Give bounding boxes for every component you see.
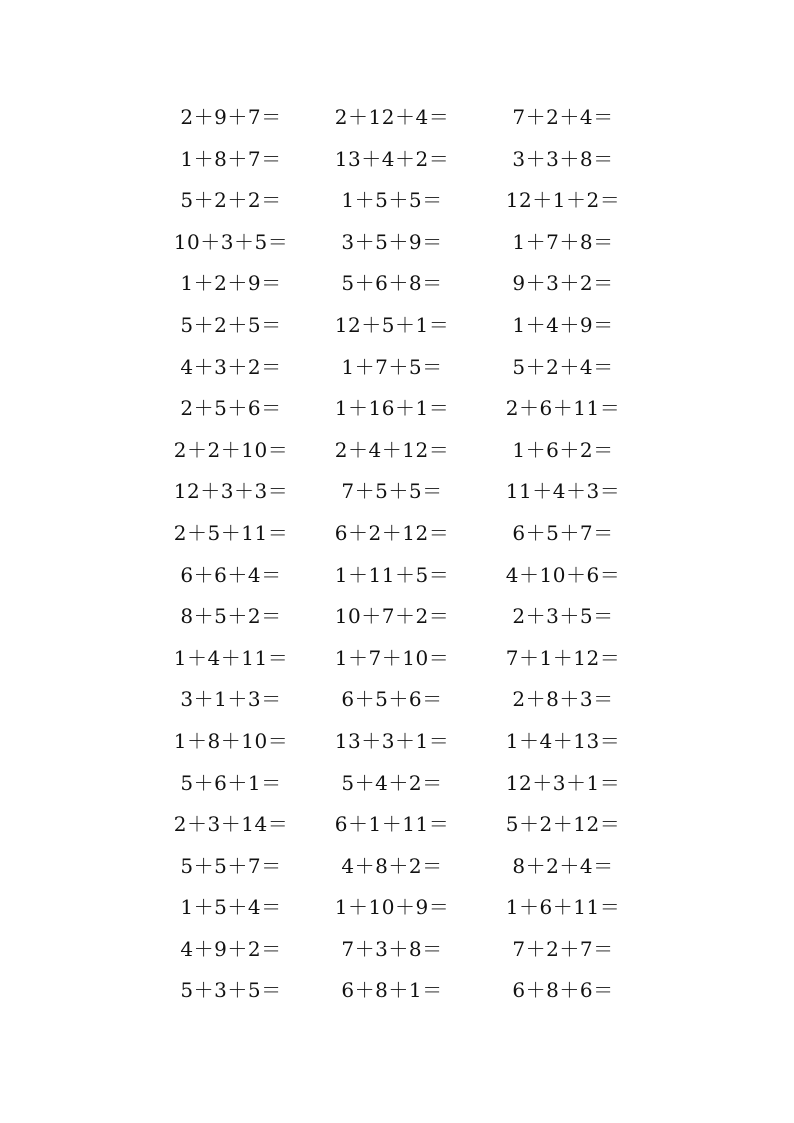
addition-problem: 10＋3＋5＝ [173,229,289,254]
addition-problem: 6＋5＋6＝ [341,687,443,712]
addition-problem: 5＋6＋8＝ [341,271,443,296]
addition-problem: 3＋5＋9＝ [341,229,443,254]
addition-problem: 11＋4＋3＝ [505,479,621,504]
addition-problem: 8＋2＋4＝ [512,853,614,878]
problem-row [0,513,794,555]
addition-problem: 7＋5＋5＝ [341,479,443,504]
addition-problem: 3＋1＋3＝ [180,687,282,712]
problem-row [0,846,794,888]
addition-problem: 6＋2＋12＝ [334,520,450,545]
addition-problem: 5＋6＋1＝ [180,770,282,795]
addition-problem: 4＋3＋2＝ [180,354,282,379]
addition-problem: 1＋4＋9＝ [512,312,614,337]
addition-problem: 1＋16＋1＝ [334,396,450,421]
addition-problem: 5＋3＋5＝ [180,978,282,1003]
problem-row [0,679,794,721]
problem-row [0,388,794,430]
problem-row [0,97,794,139]
addition-problem: 5＋2＋12＝ [505,812,621,837]
problem-row [0,970,794,1012]
addition-problem: 7＋3＋8＝ [341,936,443,961]
problem-row [0,555,794,597]
addition-problem: 1＋11＋5＝ [334,562,450,587]
problem-row [0,721,794,763]
addition-problem: 12＋3＋1＝ [505,770,621,795]
addition-problem: 2＋12＋4＝ [334,105,450,129]
problem-row [0,471,794,513]
addition-problem: 1＋8＋7＝ [180,146,282,171]
addition-problem: 3＋3＋8＝ [512,146,614,171]
addition-problem: 6＋1＋11＝ [334,812,450,837]
addition-problem: 7＋1＋12＝ [505,645,621,670]
addition-problem: 12＋5＋1＝ [334,312,450,337]
addition-problem: 10＋7＋2＝ [334,604,450,629]
addition-problem: 2＋5＋6＝ [180,396,282,421]
problem-row [0,430,794,472]
addition-problem: 12＋1＋2＝ [505,188,621,213]
problem-row [0,929,794,971]
addition-problem: 1＋6＋2＝ [512,437,614,462]
addition-problem: 2＋2＋10＝ [173,437,289,462]
problem-row [0,638,794,680]
addition-problems-grid [0,97,794,1012]
problem-row [0,763,794,805]
addition-problem: 2＋9＋7＝ [180,105,282,129]
addition-problem: 2＋3＋14＝ [173,812,289,837]
addition-problem: 8＋5＋2＝ [180,604,282,629]
addition-problem: 1＋7＋10＝ [334,645,450,670]
addition-problem: 9＋3＋2＝ [512,271,614,296]
problem-row [0,347,794,389]
addition-problem: 13＋3＋1＝ [334,728,450,753]
addition-problem: 6＋8＋6＝ [512,978,614,1003]
addition-problem: 1＋2＋9＝ [180,271,282,296]
addition-problem: 6＋5＋7＝ [512,520,614,545]
addition-problem: 1＋7＋5＝ [341,354,443,379]
addition-problem: 2＋4＋12＝ [334,437,450,462]
addition-problem: 4＋9＋2＝ [180,936,282,961]
addition-problem: 5＋2＋4＝ [512,354,614,379]
addition-problem: 1＋10＋9＝ [334,895,450,920]
addition-problem: 6＋8＋1＝ [341,978,443,1003]
addition-problem: 12＋3＋3＝ [173,479,289,504]
problem-row [0,180,794,222]
problem-row [0,139,794,181]
problem-row [0,804,794,846]
problem-row [0,887,794,929]
addition-problem: 1＋5＋4＝ [180,895,282,920]
addition-problem: 1＋4＋11＝ [173,645,289,670]
addition-problem: 7＋2＋4＝ [512,105,614,129]
addition-problem: 13＋4＋2＝ [334,146,450,171]
addition-problem: 5＋5＋7＝ [180,853,282,878]
addition-problem: 4＋8＋2＝ [341,853,443,878]
addition-problem: 2＋6＋11＝ [505,396,621,421]
addition-problem: 1＋7＋8＝ [512,229,614,254]
addition-problem: 1＋4＋13＝ [505,728,621,753]
addition-problem: 5＋4＋2＝ [341,770,443,795]
problem-row [0,305,794,347]
addition-problem: 7＋2＋7＝ [512,936,614,961]
addition-problem: 1＋5＋5＝ [341,188,443,213]
addition-problem: 4＋10＋6＝ [505,562,621,587]
addition-problem: 1＋8＋10＝ [173,728,289,753]
addition-problem: 6＋6＋4＝ [180,562,282,587]
addition-problem: 2＋8＋3＝ [512,687,614,712]
addition-problem: 5＋2＋5＝ [180,312,282,337]
addition-problem: 1＋6＋11＝ [505,895,621,920]
problem-row [0,263,794,305]
addition-problem: 5＋2＋2＝ [180,188,282,213]
problem-row [0,222,794,264]
addition-problem: 2＋5＋11＝ [173,520,289,545]
problem-row [0,596,794,638]
addition-problem: 2＋3＋5＝ [512,604,614,629]
